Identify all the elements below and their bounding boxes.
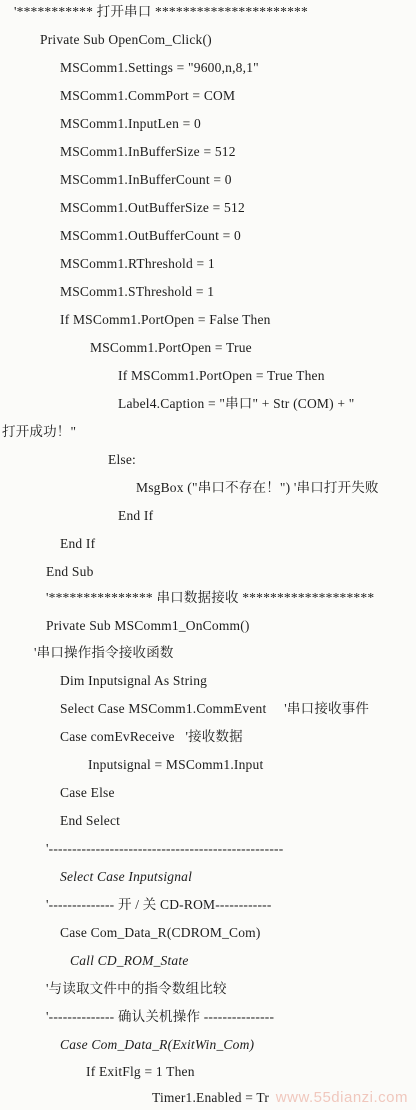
code-line: Case Else	[60, 785, 115, 800]
code-line: End Select	[60, 813, 121, 828]
code-line: Label4.Caption = "串口" + Str (COM) + "	[118, 396, 355, 411]
code-line: Case comEvReceive '接收数据	[60, 729, 243, 744]
code-line: Private Sub MSComm1_OnComm()	[46, 618, 250, 633]
code-line: Private Sub OpenCom_Click()	[40, 32, 212, 47]
code-line: MSComm1.InBufferSize = 512	[60, 144, 236, 159]
code-line: If MSComm1.PortOpen = False Then	[60, 312, 271, 327]
code-line: Timer1.Enabled = Tr	[152, 1090, 270, 1105]
code-line: MSComm1.Settings = "9600,n,8,1"	[60, 60, 259, 75]
code-line: '*************** 串口数据接收 *******************	[46, 590, 375, 605]
code-line: End If	[60, 536, 96, 551]
code-line: MSComm1.OutBufferCount = 0	[60, 228, 241, 243]
code-line: MSComm1.OutBufferSize = 512	[60, 200, 245, 215]
code-line: '-------------- 确认关机操作 ---------------	[46, 1009, 275, 1024]
code-line: MSComm1.InBufferCount = 0	[60, 172, 232, 187]
code-line: '-------------- 开 / 关 CD-ROM------------	[46, 897, 272, 912]
code-line: Inputsignal = MSComm1.Input	[88, 757, 264, 772]
code-line: 打开成功！"	[2, 424, 77, 439]
code-line: Case Com_Data_R(CDROM_Com)	[60, 925, 261, 940]
code-line: Select Case Inputsignal	[60, 869, 193, 884]
code-line: '*********** 打开串口 **********************	[14, 4, 308, 19]
code-line: '--------------------------------------------------	[46, 841, 284, 856]
code-line: MsgBox ("串口不存在！") '串口打开失败	[136, 480, 379, 495]
code-line: '串口操作指令接收函数	[34, 645, 174, 660]
code-line: End If	[118, 508, 154, 523]
watermark: www.55dianzi.com	[275, 1089, 408, 1106]
code-line: Else:	[108, 452, 136, 467]
code-line: MSComm1.InputLen = 0	[60, 116, 201, 131]
code-line: MSComm1.PortOpen = True	[90, 340, 252, 355]
code-line: MSComm1.SThreshold = 1	[60, 284, 215, 299]
code-line: '与读取文件中的指令数组比较	[46, 981, 227, 996]
code-line: MSComm1.RThreshold = 1	[60, 256, 215, 271]
code-line: End Sub	[46, 564, 94, 579]
code-line: Case Com_Data_R(ExitWin_Com)	[60, 1037, 255, 1052]
code-line: Select Case MSComm1.CommEvent '串口接收事件	[60, 701, 370, 716]
code-line: If MSComm1.PortOpen = True Then	[118, 368, 325, 383]
code-line: MSComm1.CommPort = COM	[60, 88, 236, 103]
code-line: Call CD_ROM_State	[70, 953, 189, 968]
code-line: If ExitFlg = 1 Then	[86, 1064, 195, 1079]
code-line: Dim Inputsignal As String	[60, 673, 208, 688]
